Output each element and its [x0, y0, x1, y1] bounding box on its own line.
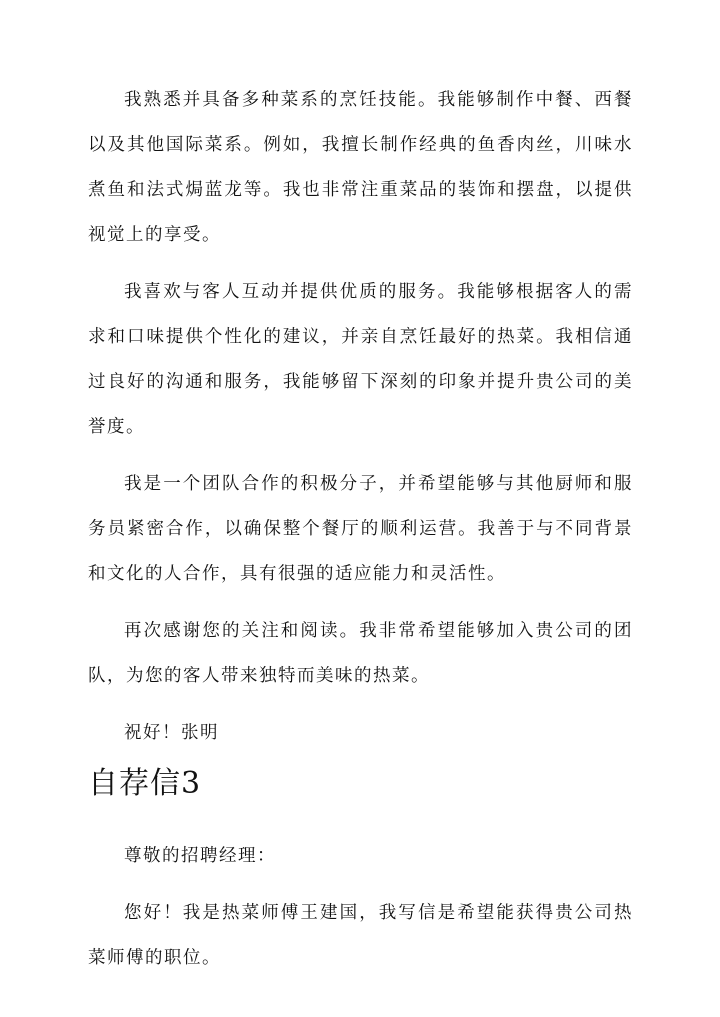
paragraph-gap [88, 699, 633, 711]
section-heading: 自荐信3 [88, 766, 202, 801]
paragraph-thanks: 再次感谢您的关注和阅读。我非常希望能够加入贵公司的团队，为您的客人带来独特而美味的热菜。 [88, 621, 633, 686]
paragraph-service: 我喜欢与客人互动并提供优质的服务。我能够根据客人的需求和口味提供个性化的建议，并亲自烹饪最好的热菜。我相信通过良好的沟通和服务，我能够留下深刻的印象并提升贵公司的美誉度。 [88, 282, 633, 437]
salutation: 尊敬的招聘经理： [124, 846, 276, 866]
closing-signature: 祝好！张明 [124, 723, 219, 743]
paragraph-gap [88, 879, 633, 891]
paragraph-gap [88, 450, 633, 462]
section-gap [88, 804, 633, 834]
paragraph-teamwork: 我是一个团队合作的积极分子，并希望能够与其他厨师和服务员紧密合作，以确保整个餐厅的顺利运营。我善于与不同背景和文化的人合作，具有很强的适应能力和灵活性。 [88, 474, 633, 584]
document-page [88, 78, 633, 981]
paragraph-cooking-skills: 我熟悉并具备多种菜系的烹饪技能。我能够制作中餐、西餐以及其他国际菜系。例如，我擅长制作经典的鱼香肉丝，川味水煮鱼和法式焗蓝龙等。我也非常注重菜品的装饰和摆盘，以提供视觉上的享受。 [88, 90, 633, 245]
paragraph-gap [88, 597, 633, 609]
section-gap [88, 756, 633, 764]
paragraph-intro: 您好！我是热菜师傅王建国，我写信是希望能获得贵公司热菜师傅的职位。 [88, 903, 633, 968]
paragraph-gap [88, 258, 633, 270]
